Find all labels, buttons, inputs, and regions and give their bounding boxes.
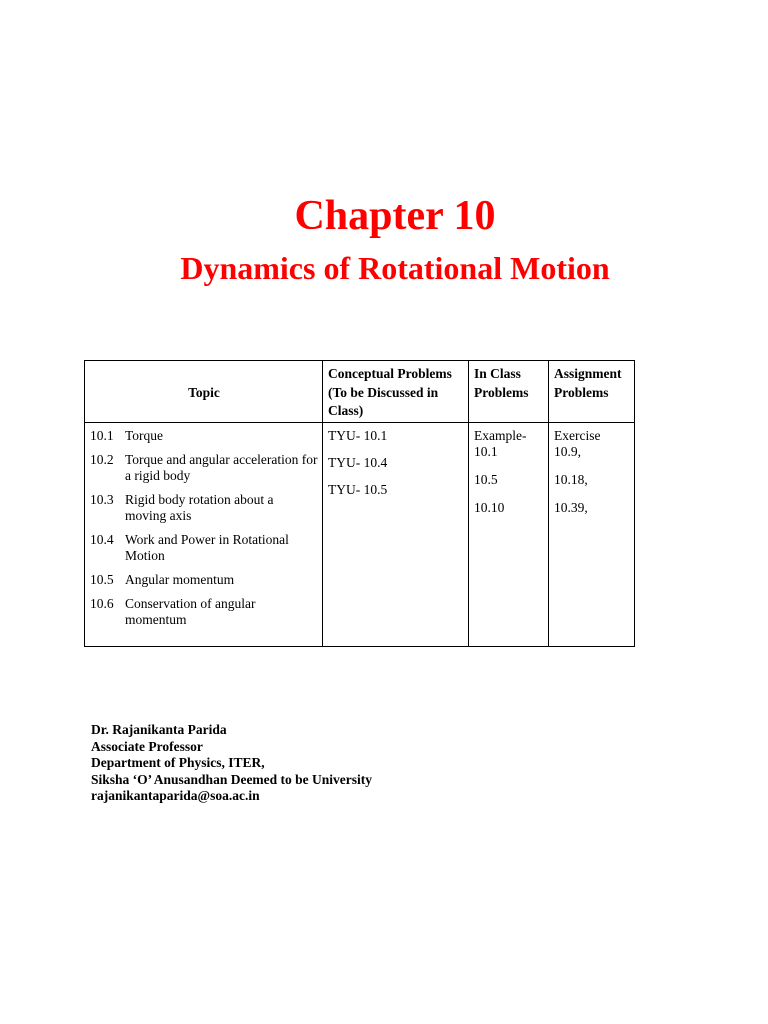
- chapter-title: Chapter 10: [294, 193, 496, 239]
- table-header-row: [85, 361, 635, 423]
- topic-text: Torque and angular acceleration for a rigid body: [125, 452, 318, 483]
- conceptual-cell: [323, 423, 469, 647]
- author-department: Department of Physics, ITER,: [91, 755, 265, 770]
- topic-item: [90, 572, 318, 588]
- topic-table: [84, 360, 635, 647]
- author-block: [91, 722, 372, 805]
- topic-text: Conservation of angular momentum: [125, 596, 256, 627]
- topic-number: 10.6: [90, 596, 114, 611]
- topic-text: Angular momentum: [125, 572, 235, 587]
- topic-item: [90, 532, 318, 564]
- author-name: Dr. Rajanikanta Parida: [91, 722, 227, 737]
- assignment-item: Exercise 10.9,: [554, 428, 601, 459]
- topic-number: 10.3: [90, 492, 114, 507]
- topic-number: 10.2: [90, 452, 114, 467]
- topic-number: 10.5: [90, 572, 114, 587]
- column-header-conceptual: Conceptual Problems (To be Discussed in Class): [323, 361, 469, 423]
- in-class-item: 10.10: [474, 500, 505, 515]
- topic-number: 10.1: [90, 428, 114, 443]
- topic-text: Torque: [125, 428, 164, 443]
- column-header-topic: Topic: [85, 361, 323, 423]
- assignment-item: 10.18,: [554, 472, 588, 487]
- assignment-cell: [549, 423, 635, 647]
- topic-text: Rigid body rotation about a moving axis: [125, 492, 274, 523]
- topic-text: Work and Power in Rotational Motion: [125, 532, 289, 563]
- topic-item: [90, 428, 318, 444]
- in-class-cell: [469, 423, 549, 647]
- assignment-item: 10.39,: [554, 500, 588, 515]
- conceptual-item: TYU- 10.1: [328, 428, 388, 443]
- chapter-subtitle: Dynamics of Rotational Motion: [180, 250, 610, 286]
- topic-number: 10.4: [90, 532, 114, 547]
- topic-cell: [85, 423, 323, 647]
- conceptual-item: TYU- 10.5: [328, 482, 388, 497]
- conceptual-item: TYU- 10.4: [328, 455, 388, 470]
- column-header-in-class: In Class Problems: [469, 361, 549, 423]
- in-class-item: Example-10.1: [474, 428, 527, 459]
- in-class-item: 10.5: [474, 472, 498, 487]
- author-position: Associate Professor: [91, 738, 203, 754]
- author-university: Siksha ‘O’ Anusandhan Deemed to be University: [91, 771, 373, 787]
- column-header-assignment: Assignment Problems: [549, 361, 635, 423]
- author-email: rajanikantaparida@soa.ac.in: [91, 788, 260, 803]
- topic-item: [90, 452, 318, 484]
- topic-item: [90, 596, 318, 628]
- topic-item: [90, 492, 318, 524]
- table-row: [85, 423, 635, 647]
